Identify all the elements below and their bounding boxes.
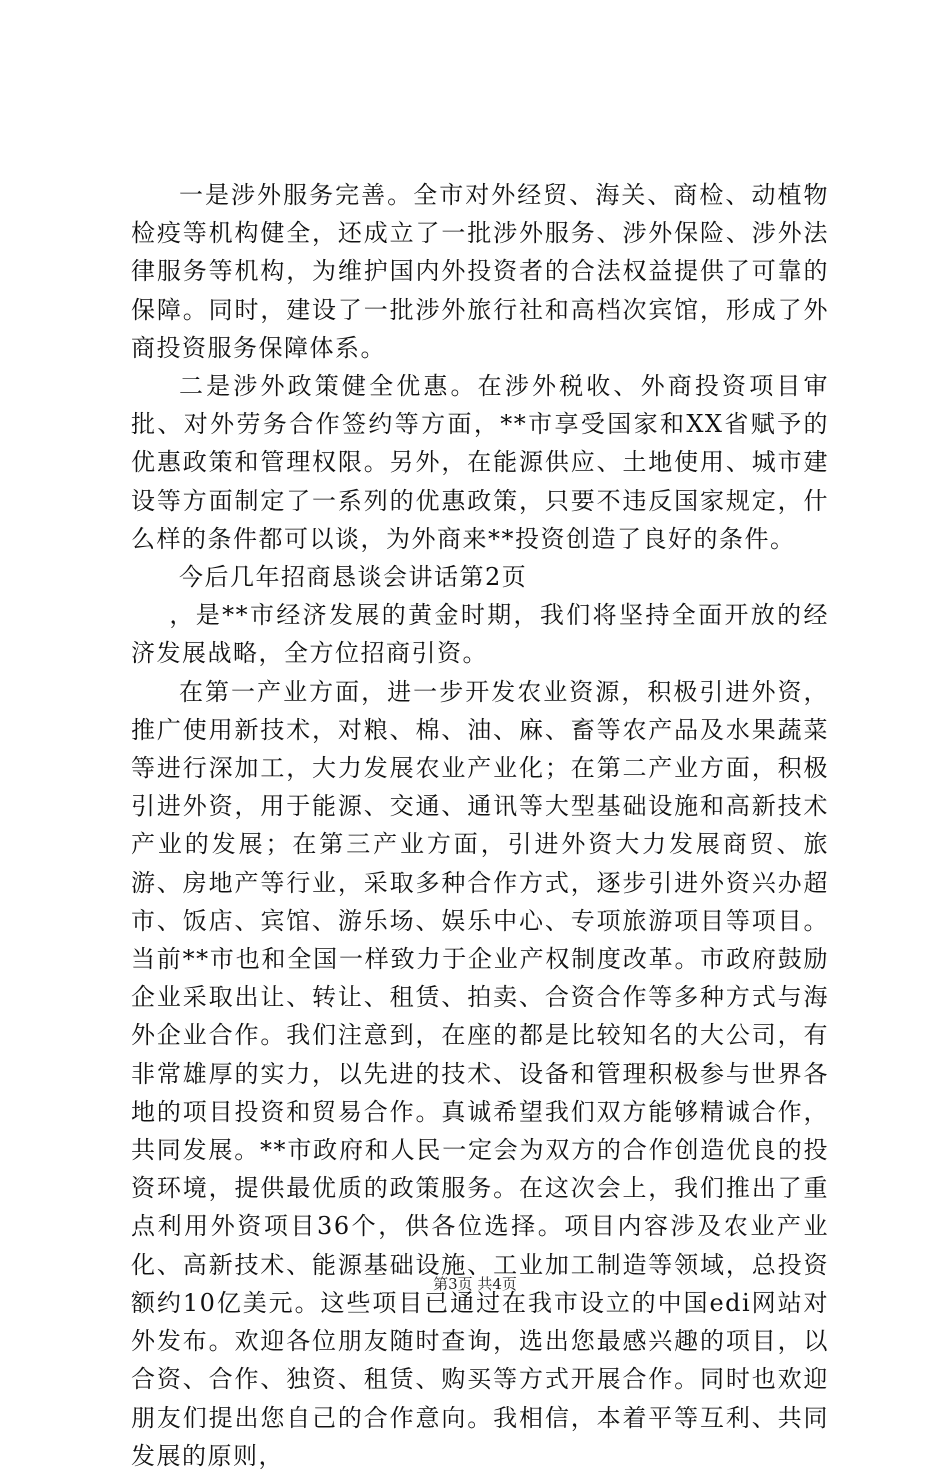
paragraph-page-title-line: 今后几年招商恳谈会讲话第2页	[179, 563, 528, 592]
paragraph-development-period: ，是**市经济发展的黄金时期，我们将坚持全面开放的经济发展战略，全方位招商引资。	[131, 601, 829, 668]
page-footer: 第3页 共4页	[433, 1275, 517, 1293]
paragraph-industry-investment: 在第一产业方面，进一步开发农业资源，积极引进外资，推广使用新技术，对粮、棉、油、麻、畜等农产品及水果蔬菜等进行深加工，大力发展农业产业化；在第二产业方面，积极引进外资，用于能源、交通、通讯等大型基础设施和高新技术产业的发展；在第三产业方面，引进外资大力发展商贸、旅游、房地产等行业，采取多种合作方式，逐步引进外资兴办超市、饭店、宾馆、游乐场、娱乐中心、专项旅游项目等项目。当前**市也和全国一样致力于企业产权制度改革。市政府鼓励企业采取出让、转让、租赁、拍卖、合资合作等多种方式与海外企业合作。我们注意到，在座的都是比较知名的大公司，有非常雄厚的实力，以先进的技术、设备和管理积极参与世界各地的项目投资和贸易合作。真诚希望我们双方能够精诚合作，共同发展。**市政府和人民一定会为双方的合作创造优良的投资环境，提供最优质的政策服务。在这次会上，我们推出了重点利用外资项目36个，供各位选择。项目内容涉及农业产业化、高新技术、能源基础设施、工业加工制造等领域，总投资额约10亿美元。这些项目已通过在我市设立的中国edi网站对外发布。欢迎各位朋友随时查询，选出您最感兴趣的项目，以合资、合作、独资、租赁、购买等方式开展合作。同时也欢迎朋友们提出您自己的合作意向。我相信，本着平等互利、共同发展的原则，	[131, 677, 829, 1470]
paragraph-foreign-services: 一是涉外服务完善。全市对外经贸、海关、商检、动植物检疫等机构健全，还成立了一批涉外服务、涉外保险、涉外法律服务等机构，为维护国内外投资者的合法权益提供了可靠的保障。同时，建设了一批涉外旅行社和高档次宾馆，形成了外商投资服务保障体系。	[131, 181, 829, 362]
paragraph-foreign-policy: 二是涉外政策健全优惠。在涉外税收、外商投资项目审批、对外劳务合作签约等方面，**市享受国家和XX省赋予的优惠政策和管理权限。另外，在能源供应、土地使用、城市建设等方面制定了一系列的优惠政策，只要不违反国家规定，什么样的条件都可以谈，为外商来**投资创造了良好的条件。	[131, 372, 829, 553]
